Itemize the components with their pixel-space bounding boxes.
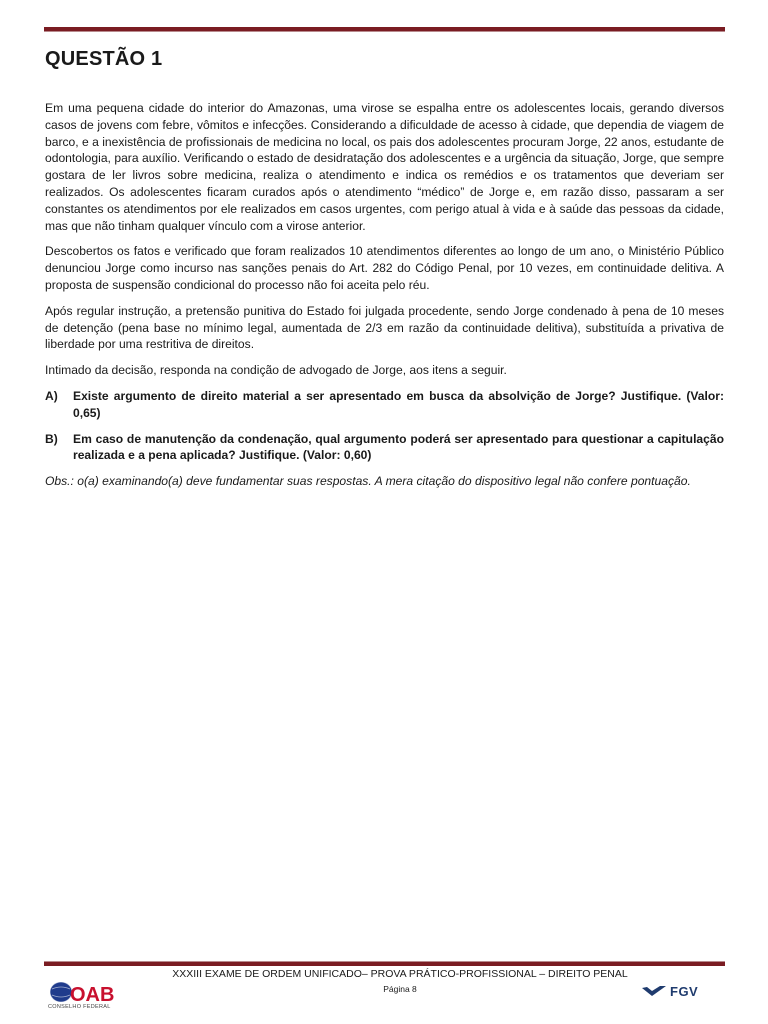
paragraph-3: Após regular instrução, a pretensão punitiva do Estado foi julgada procedente, sendo Jorge condenado à pena de 10 meses de detenção (pena base no mínimo legal, aumentada de 2/3 em razão da continuidade delitiva), substituída a privativa de liberdade por uma restritiva de direitos. [45, 303, 724, 352]
paragraph-1: Em uma pequena cidade do interior do Amazonas, uma virose se espalha entre os adolescentes locais, gerando diversos casos de jovens com febre, vômitos e infecções. Considerando a dificuldade de acesso à cidade, que dependia de viagem de barco, e a inexistência de profissionais de medicina no local, os pais dos adolescentes procuram Jorge, 22 anos, estudante de odontologia, para auxílio. Verificando o estado de desidratação dos adolescentes e a urgência da situação, Jorge, que sempre gostara de ler livros sobre medicina, realiza o atendimento e indica os remédios e os tratamentos que deveriam ser realizados. Os adolescentes ficaram curados após o atendimento “médico” de Jorge e, em razão disso, passaram a ser constantes os atendimentos por ele realizados em casos urgentes, com perigo atual à vida e à saúde das pessoas da cidade, mas que não tinham qualquer vínculo com a virose anterior. [45, 101, 724, 233]
question-title: QUESTÃO 1 [45, 48, 163, 70]
top-rule [44, 27, 725, 32]
bottom-rule [44, 961, 725, 966]
question-letter: B) [45, 431, 58, 446]
oab-subtitle: CONSELHO FEDERAL [48, 1004, 111, 1010]
paragraph-2: Descobertos os fatos e verificado que foram realizados 10 atendimentos diferentes ao longo de um ano, o Ministério Público denunciou Jorge como incurso nas sanções penais do Art. 282 do Código Penal, por 10 vezes, em continuidade delitiva. A proposta de suspensão condicional do processo não foi aceita pelo réu. [45, 244, 724, 292]
question-item-a [45, 388, 724, 422]
oab-logo-text: OAB [70, 984, 115, 1006]
question-item-b [45, 431, 724, 465]
question-text: Em caso de manutenção da condenação, qual argumento poderá ser apresentado para questionar a capitulação realizada e a pena aplicada? Justifique. (Valor: 0,60) [73, 431, 724, 463]
paragraph-4: Intimado da decisão, responda na condição de advogado de Jorge, aos itens a seguir. [45, 363, 507, 378]
oab-logo-icon [48, 976, 118, 1016]
footer-exam-title: XXXIII EXAME DE ORDEM UNIFICADO– PROVA PRÁTICO-PROFISSIONAL – DIREITO PENAL [172, 968, 628, 980]
footer [120, 968, 680, 996]
page-number: Página 8 [383, 984, 417, 994]
question-body [45, 100, 724, 499]
question-text: Existe argumento de direito material a ser apresentado em busca da absolvição de Jorge? Justifique. (Valor: 0,65) [73, 388, 724, 420]
question-letter: A) [45, 388, 58, 403]
fgv-logo-text: FGV [670, 984, 699, 999]
observation-note: Obs.: o(a) examinando(a) deve fundamentar suas respostas. A mera citação do dispositivo legal não confere pontuação. [45, 474, 691, 489]
